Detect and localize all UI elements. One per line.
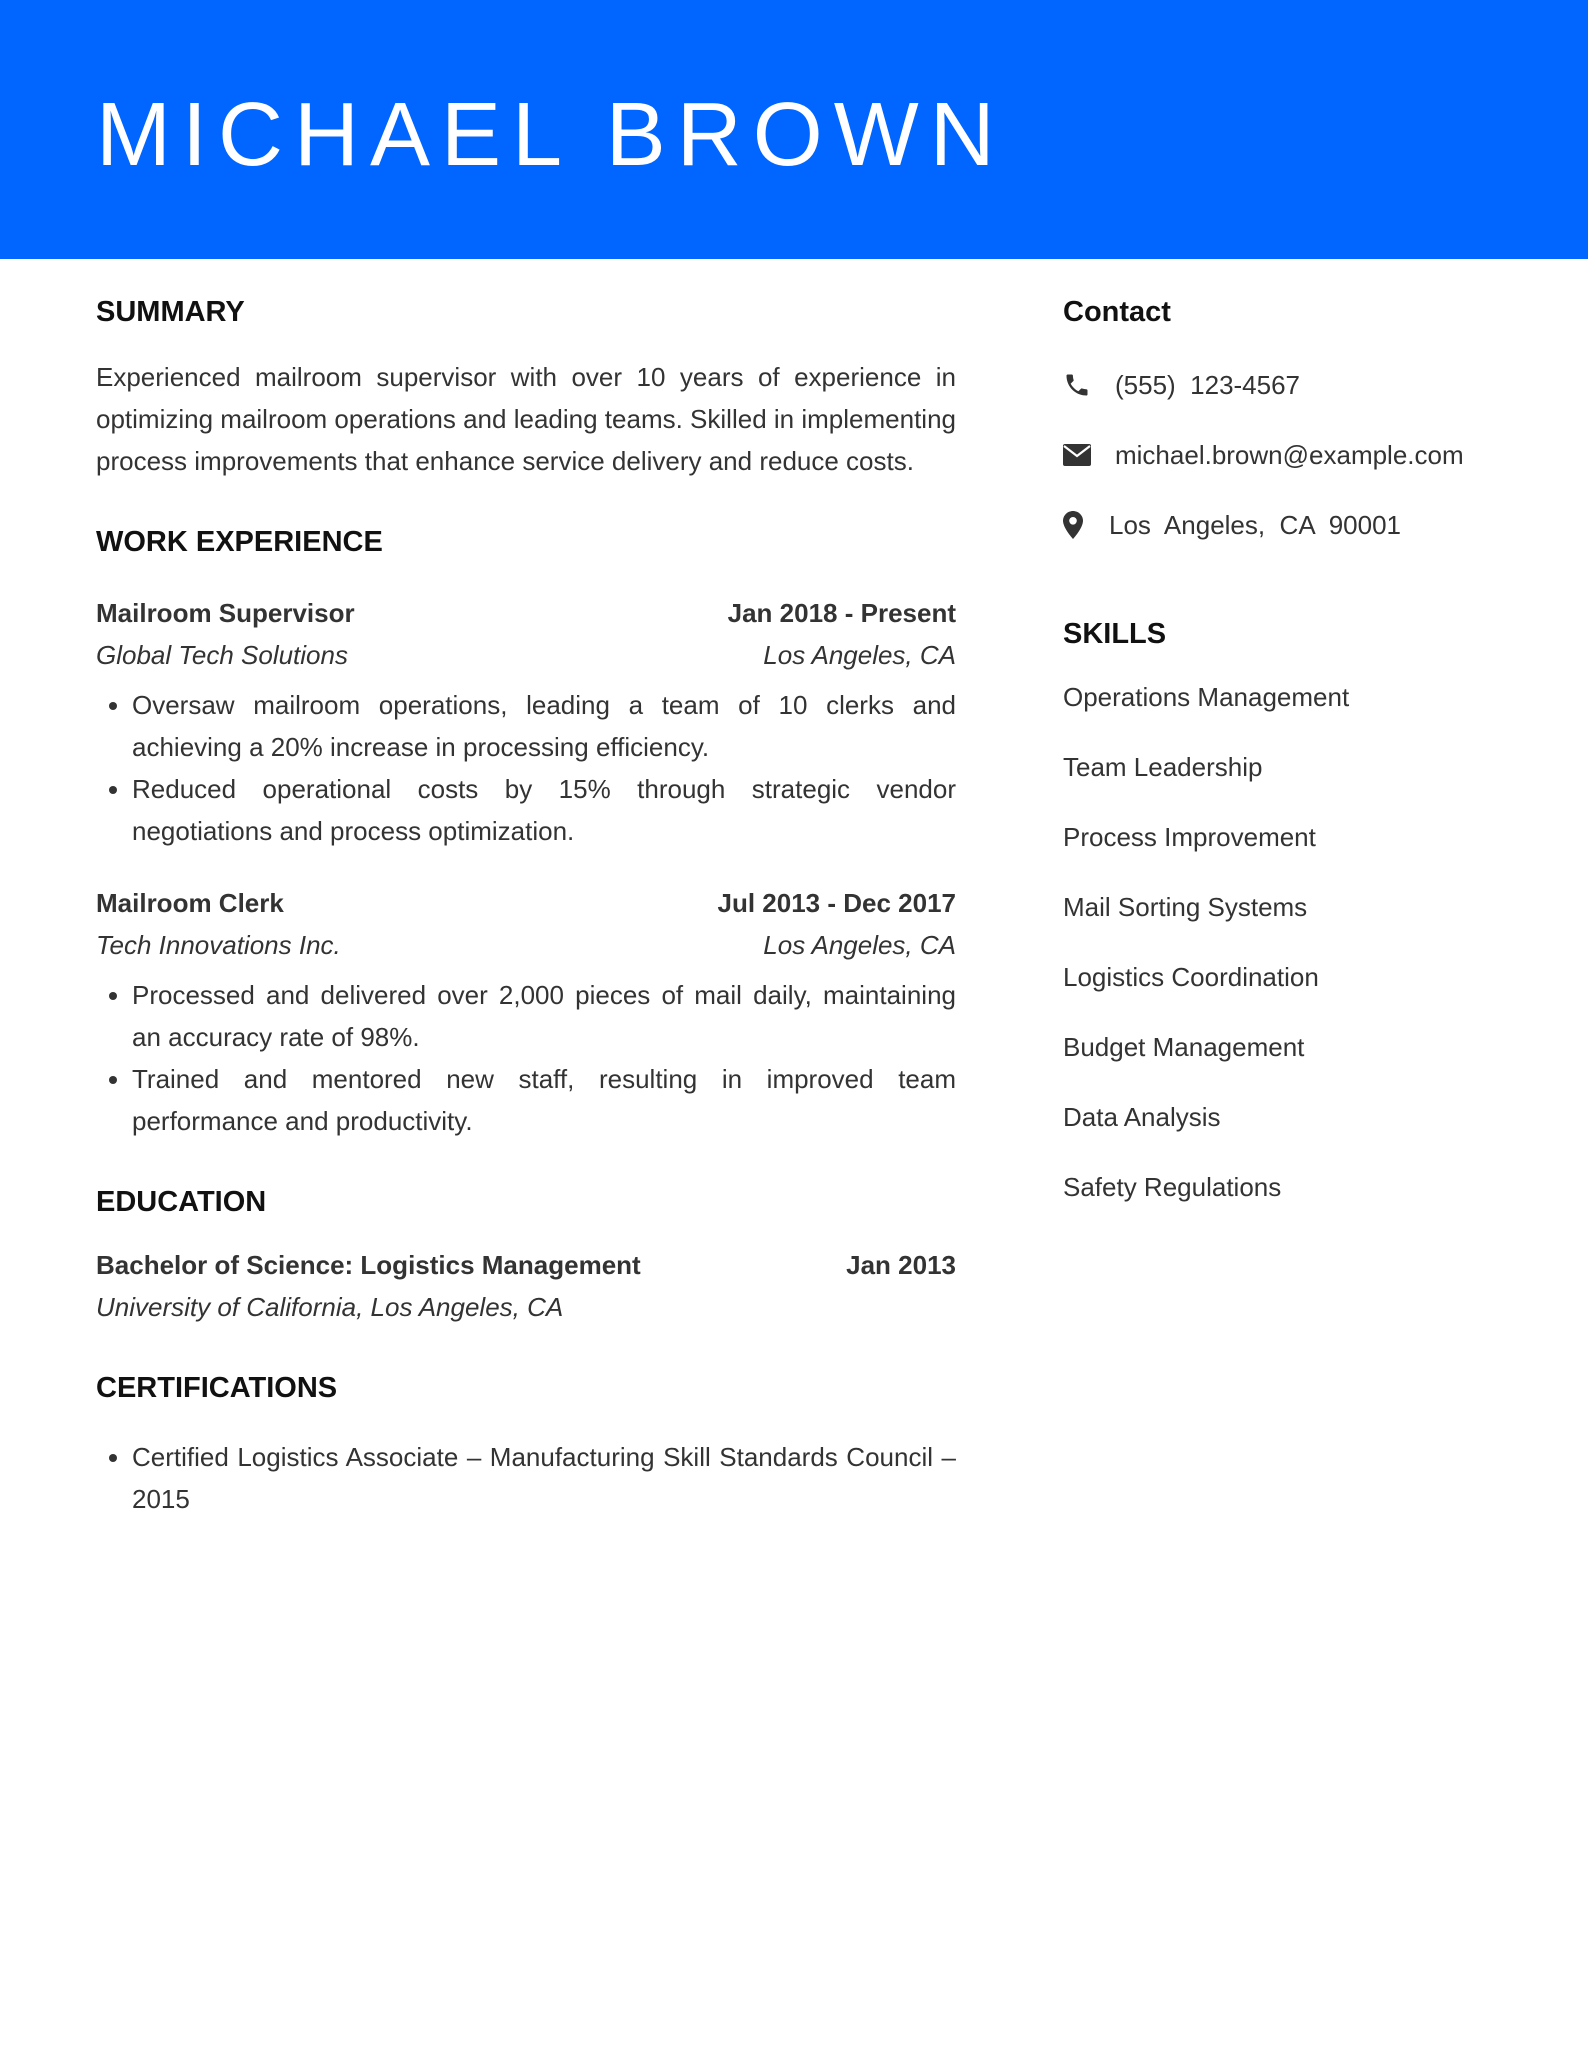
skill-item: Operations Management — [1063, 682, 1350, 712]
contact-email — [1063, 420, 1523, 490]
skills-list — [1063, 662, 1523, 1222]
job-dates: Jul 2013 - Dec 2017 — [717, 888, 956, 918]
job-bullets — [96, 684, 956, 852]
sidebar-column — [1063, 290, 1523, 1222]
job-bullets — [96, 974, 956, 1142]
job-bullet: • Processed and delivered over 2,000 pieces of mail daily, maintaining an accuracy rate of 98%. — [132, 974, 956, 1058]
certification-item: • Certified Logistics Associate – Manufacturing Skill Standards Council – 2015 — [132, 1436, 956, 1520]
job-bullet: • Trained and mentored new staff, resulting in improved team performance and productivity. — [132, 1058, 956, 1142]
skill-item: Logistics Coordination — [1063, 962, 1319, 992]
email-address: michael.brown@example.com — [1115, 439, 1464, 470]
candidate-name: MICHAEL BROWN — [96, 85, 1006, 185]
skill-item: Mail Sorting Systems — [1063, 892, 1308, 922]
location-text: Los Angeles, CA 90001 — [1109, 509, 1401, 540]
job-company: Global Tech Solutions — [96, 640, 348, 670]
summary-title: SUMMARY — [96, 296, 245, 328]
degree: Bachelor of Science: Logistics Management — [96, 1250, 641, 1280]
job-company: Tech Innovations Inc. — [96, 930, 341, 960]
skill-item: Budget Management — [1063, 1032, 1305, 1062]
job-bullet: • Oversaw mailroom operations, leading a team of 10 clerks and achieving a 20% increase in processing efficiency. — [132, 684, 956, 768]
skill-item: Team Leadership — [1063, 752, 1263, 782]
work-experience-title: WORK EXPERIENCE — [96, 526, 383, 558]
school: University of California, Los Angeles, CA — [96, 1292, 564, 1322]
job-location: Los Angeles, CA — [763, 640, 956, 670]
skills-title: SKILLS — [1063, 618, 1167, 650]
education-entry — [96, 1244, 956, 1328]
certifications-list — [96, 1436, 956, 1520]
phone-icon — [1063, 369, 1095, 401]
graduation-date: Jan 2013 — [846, 1250, 956, 1280]
contact-title: Contact — [1063, 296, 1171, 328]
job-bullet: • Reduced operational costs by 15% through strategic vendor negotiations and process optimization. — [132, 768, 956, 852]
skill-item: Data Analysis — [1063, 1102, 1221, 1132]
job-entry — [96, 882, 956, 1142]
certifications-title: CERTIFICATIONS — [96, 1372, 338, 1404]
job-role: Mailroom Supervisor — [96, 598, 355, 628]
map-marker-icon — [1063, 509, 1087, 541]
job-entry — [96, 592, 956, 852]
header-banner — [0, 0, 1588, 259]
job-role: Mailroom Clerk — [96, 888, 284, 918]
contact-phone — [1063, 350, 1523, 420]
main-column — [96, 290, 956, 1520]
envelope-icon — [1063, 439, 1095, 471]
contact-location — [1063, 490, 1523, 560]
phone-number: (555) 123-4567 — [1115, 369, 1301, 400]
job-location: Los Angeles, CA — [763, 930, 956, 960]
education-title: EDUCATION — [96, 1186, 267, 1218]
skill-item: Safety Regulations — [1063, 1172, 1282, 1202]
job-dates: Jan 2018 - Present — [727, 598, 956, 628]
skill-item: Process Improvement — [1063, 822, 1316, 852]
summary-text: Experienced mailroom supervisor with over 10 years of experience in optimizing mailroom operations and leading teams. Skilled in implementing process improvements that enhance service delivery and reduce costs. — [96, 362, 956, 476]
